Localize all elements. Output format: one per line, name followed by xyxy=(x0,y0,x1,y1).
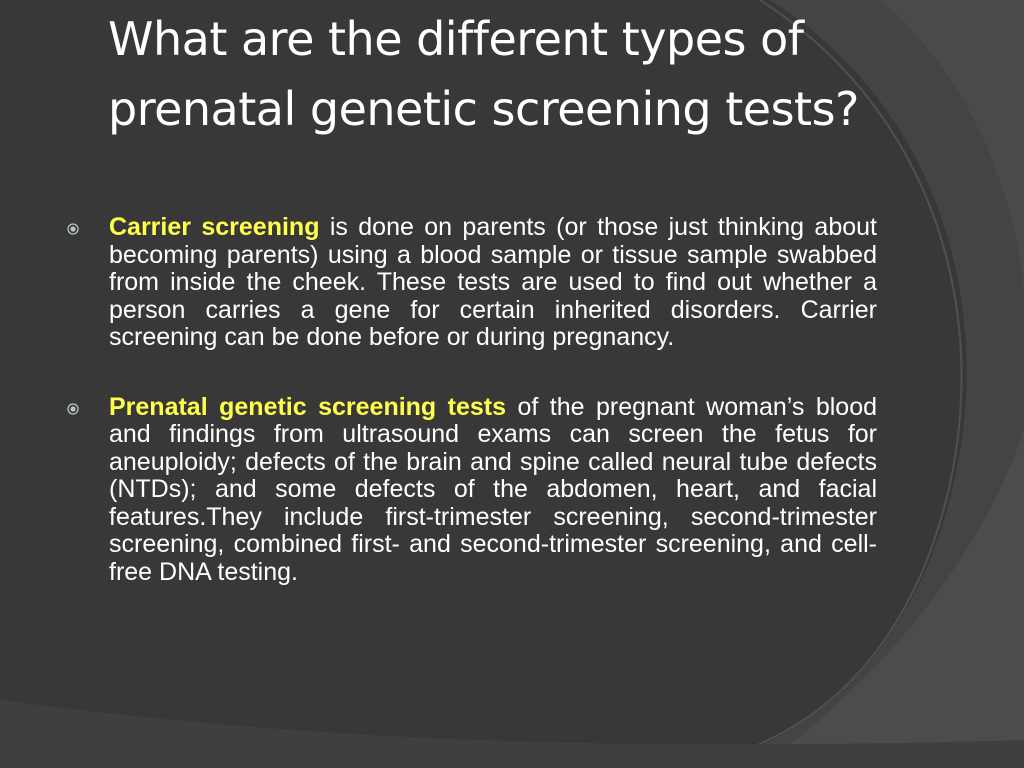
bullet-text xyxy=(109,214,877,352)
target-bullet-icon xyxy=(67,402,79,414)
slide-title: What are the different types of prenatal genetic screening tests? xyxy=(108,12,859,136)
bullet-list xyxy=(0,214,1024,586)
bullet-item-prenatal-screening xyxy=(0,394,1024,587)
bullet-highlight: Carrier screening xyxy=(109,213,320,241)
bullet-body: of the pregnant woman’s blood and findings from ultrasound exams can screen the fetus for aneuploidy; defects of the brain and spine called neural tube defects (NTDs); and some defects of the abdomen, heart, and facial features.They include first-trimester screening, second-trimester screening, combined first- and second-trimester screening, and cell-free DNA testing. xyxy=(109,392,877,586)
bullet-body: is done on parents (or those just thinking about becoming parents) using a blood sample or tissue sample swabbed from inside the cheek. These tests are used to find out whether a person carries a gene for certain inherited disorders. Carrier screening can be done before or during pregnancy. xyxy=(109,213,877,351)
bullet-item-carrier-screening xyxy=(0,214,1024,352)
bullet-highlight: Prenatal genetic screening tests xyxy=(109,392,507,421)
bullet-text xyxy=(109,394,877,587)
target-bullet-icon xyxy=(67,222,79,234)
